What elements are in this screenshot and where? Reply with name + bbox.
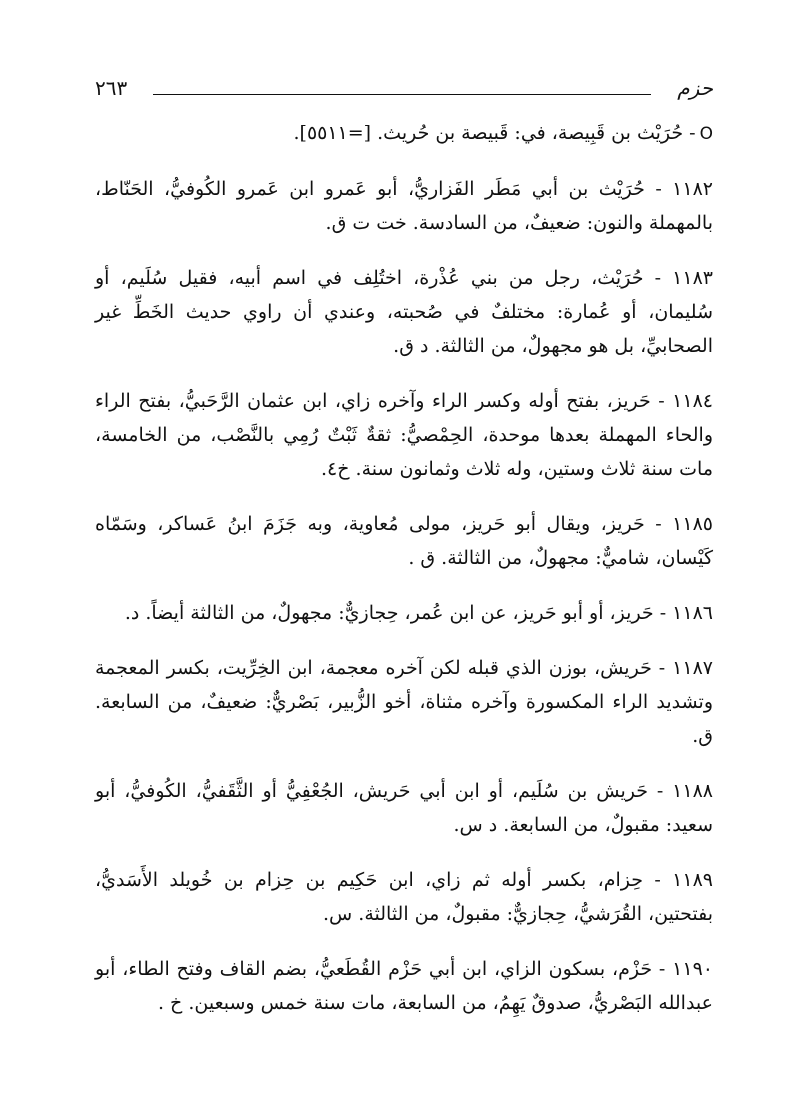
circle-marker-icon: O bbox=[699, 124, 713, 144]
page-header bbox=[95, 70, 713, 106]
running-head: حزم bbox=[677, 76, 713, 100]
entry-1187: ١١٨٧ - حَريش، بوزن الذي قبله لكن آخره معجمة، ابن الخِرِّيت، بكسر المعجمة وتشديد الراء المكسورة وآخره مثناة، أخو الزُّبير، بَصْريٌّ: ضعيفٌ، من السابعة. ق. bbox=[95, 657, 713, 747]
entry-1182: ١١٨٢ - حُرَيْث بن أبي مَطَر الفَزاريُّ، أبو عَمرو ابن عَمرو الكُوفيُّ، الحَنّاط، بالمهملة والنون: ضعيفٌ، من السادسة. خت ت ق. bbox=[95, 178, 713, 234]
entry-1185: ١١٨٥ - حَريز، ويقال أبو حَريز، مولى مُعاوية، وبه جَزَمَ ابنُ عَساكر، وسَمّاه كَيْسان، شاميٌّ: مجهولٌ، من الثالثة. ق . bbox=[95, 513, 713, 569]
entry-cross-reference bbox=[95, 116, 713, 151]
header-rule bbox=[153, 94, 651, 95]
entry-1189: ١١٨٩ - حِزام، بكسر أوله ثم زاي، ابن حَكِيم بن حِزام بن خُويلد الأَسَديُّ، بفتحتين، القُرَشيُّ، حِجازيٌّ: مقبولٌ، من الثالثة. س. bbox=[95, 869, 713, 925]
entry-text: - حُرَيْث بن قَبِيصة، في: قَبيصة بن حُريث. [=٥٥١١]. bbox=[293, 122, 696, 144]
page-number: ٢٦٣ bbox=[95, 76, 128, 100]
entry-1190: ١١٩٠ - حَزْم، بسكون الزاي، ابن أبي حَزْم القُطَعيُّ، بضم القاف وفتح الطاء، أبو عبدالله البَصْريُّ، صدوقٌ يَهِمُ، من السابعة، مات سنة خمس وسبعين. خ . bbox=[95, 958, 713, 1014]
entry-1184: ١١٨٤ - حَريز، بفتح أوله وكسر الراء وآخره زاي، ابن عثمان الرَّحَبيُّ، بفتح الراء والحاء المهملة بعدها موحدة، الحِمْصيُّ: ثقةٌ ثَبْتٌ رُمِي بالنَّصْب، من الخامسة، مات سنة ثلاث وستين، وله ثلاث وثمانون سنة. خ٤. bbox=[95, 390, 713, 480]
entry-1188: ١١٨٨ - حَريش بن سُلَيم، أو ابن أبي حَريش، الجُعْفِيُّ أو الثَّقَفيُّ، الكُوفيُّ، أبو سعيد: مقبولٌ، من السابعة. د س. bbox=[95, 780, 713, 836]
entry-1186: ١١٨٦ - حَريز، أو أبو حَريز، عن ابن عُمر، حِجازيٌّ: مجهولٌ، من الثالثة أيضاً. د. bbox=[124, 602, 713, 624]
entry-1183: ١١٨٣ - حُرَيْث، رجل من بني عُذْرة، اختُلِف في اسم أبيه، فقيل سُلَيم، أو سُليمان، أو عُمارة: مختلفٌ في صُحبته، وعندي أن راوي حديث الخَطِّ غير الصحابيِّ، بل هو مجهولٌ، من الثالثة. د ق. bbox=[95, 267, 713, 357]
book-page bbox=[95, 70, 713, 1041]
